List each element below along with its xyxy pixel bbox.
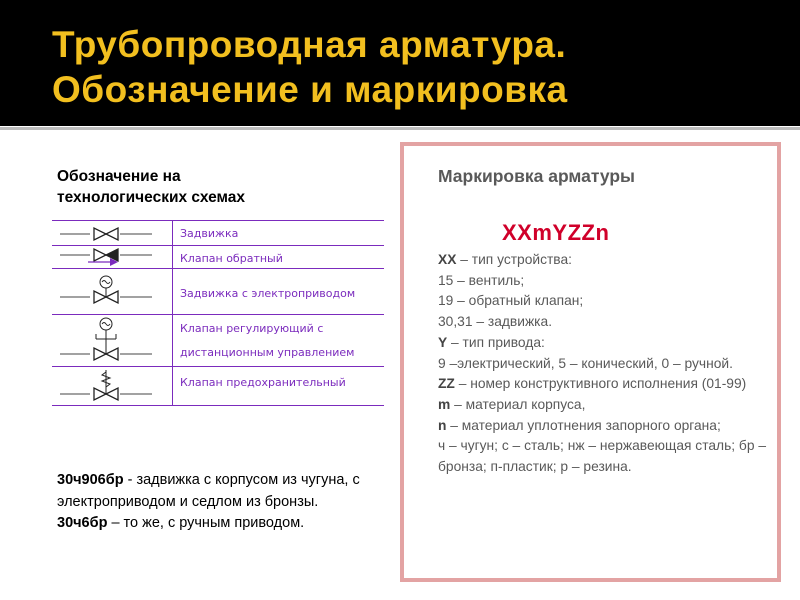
legend-text-n: – материал уплотнения запорного органа; — [446, 417, 721, 433]
scheme-heading-line-1: Обозначение на — [57, 168, 181, 185]
legend-xx — [438, 250, 768, 271]
legend-key-zz: ZZ — [438, 376, 455, 392]
gate-valve-symbol — [60, 228, 152, 240]
scheme-heading-line-2: технологических схемах — [57, 189, 245, 206]
example-text-2: – то же, с ручным приводом. — [107, 515, 305, 531]
scheme-label-check-valve: Клапан обратный — [180, 252, 283, 265]
control-valve-symbol — [60, 318, 152, 360]
legend-zz — [438, 374, 768, 395]
example-electric — [57, 470, 387, 513]
example-code-1: 30ч906бр — [57, 472, 124, 488]
legend-y — [438, 333, 768, 354]
legend-text-zz: – номер конструктивного исполнения (01-99) — [454, 376, 747, 392]
legend-xx-30: 30,31 – задвижка. — [438, 314, 553, 330]
scheme-label-safety-valve: Клапан предохранительный — [180, 376, 346, 389]
legend-text-xx: – тип устройства: — [456, 252, 572, 267]
legend-key-xx: XX — [438, 252, 457, 267]
electric-gate-valve-symbol — [60, 276, 152, 303]
marking-examples — [57, 470, 387, 535]
scheme-label-control-valve-2: дистанционным управлением — [180, 346, 355, 359]
scheme-label-gate-valve: Задвижка — [180, 227, 239, 240]
legend-m — [438, 395, 768, 416]
legend-y-values: 9 –электрический, 5 – конический, 0 – ручной. — [438, 355, 733, 371]
example-manual — [57, 513, 387, 535]
check-valve-symbol — [60, 249, 152, 266]
marking-panel — [400, 142, 781, 582]
header-bar — [0, 0, 800, 126]
marking-legend — [438, 250, 768, 478]
legend-key-y: Y — [438, 334, 448, 350]
legend-materials: ч – чугун; с – сталь; нж – нержавеющая сталь; бр –бронза; п-пластик; р – резина. — [438, 438, 767, 475]
scheme-label-control-valve-1: Клапан регулирующий с — [180, 322, 324, 335]
scheme-label-electric-gate-valve: Задвижка с электроприводом — [180, 287, 356, 300]
legend-key-m: m — [438, 396, 451, 412]
safety-valve-symbol — [60, 370, 152, 400]
title-line-2: Обозначение и маркировка — [52, 69, 568, 110]
legend-n — [438, 416, 768, 437]
scheme-heading — [57, 166, 245, 208]
example-code-2: 30ч6бр — [57, 515, 108, 531]
page-title — [52, 22, 568, 112]
symbol-table — [52, 220, 384, 406]
marking-code: XXmYZZn — [502, 220, 610, 245]
legend-key-n: n — [438, 417, 447, 433]
legend-text-y: – тип привода: — [447, 334, 545, 350]
legend-xx-15: 15 – вентиль; — [438, 272, 525, 288]
title-line-1: Трубопроводная арматура. — [52, 24, 567, 65]
legend-text-m: – материал корпуса, — [450, 396, 586, 412]
panel-title: Маркировка арматуры — [438, 166, 636, 186]
header-divider — [0, 127, 800, 130]
example-text-1: - задвижка с корпусом из чугуна, с электроприводом и седлом из бронзы. — [57, 472, 360, 510]
legend-xx-19: 19 – обратный клапан; — [438, 293, 584, 309]
